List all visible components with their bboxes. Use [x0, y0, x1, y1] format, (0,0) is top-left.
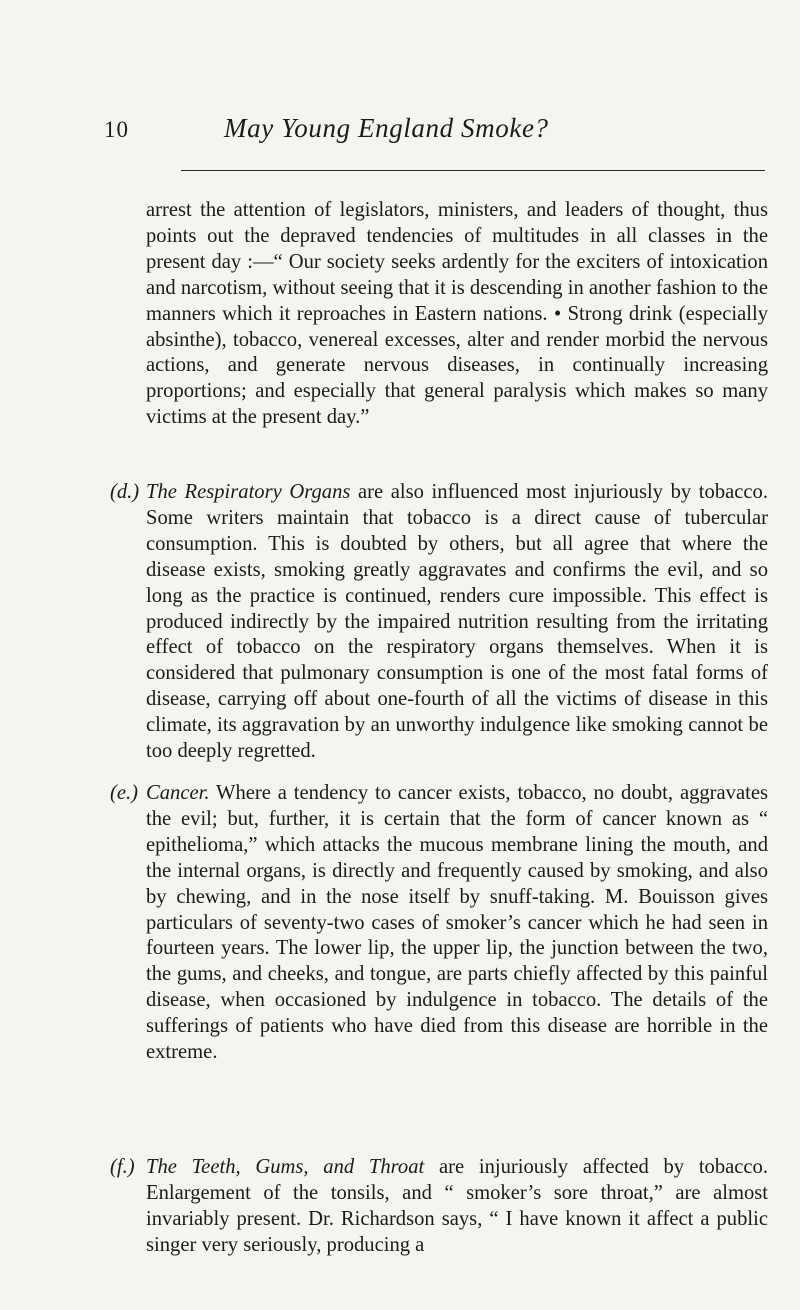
section-f-heading: The Teeth, Gums, and Throat: [146, 1156, 425, 1178]
section-d: [110, 480, 768, 765]
section-e-body: Where a tendency to cancer exists, tobacco, no doubt, aggravates the evil; but, further, it is certain that the form of cancer known as “ epithelioma,” which attacks the mucous membrane lining the mouth, and the internal organs, is directly and frequently caused by smoking, and also by chewing, and in the nose itself by snuff-taking. M. Bouisson gives particulars of seventy-two cases of smoker’s cancer which he had seen in fourteen years. The lower lip, the upper lip, the junction between the two, the gums, and cheeks, and tongue, are parts chiefly affected by this painful disease, when occasioned by indulgence in tobacco. The details of the sufferings of patients who have died from this disease are horrible in the extreme.: [146, 782, 768, 1064]
page-number: 10: [104, 117, 129, 142]
section-e: [110, 781, 768, 1066]
section-f: [110, 1155, 768, 1259]
header-rule: [181, 170, 765, 171]
continuation-text: arrest the attention of legislators, ministers, and leaders of thought, thus points out the depraved tendencies of multitudes in all classes in the present day :—“ Our society seeks ardently for the exciters of intoxication and narcotism, without seeing that it is descending in another fashion to the manners which it reproaches in Eastern nations. • Strong drink (especially absinthe), tobacco, venereal excesses, alter and render morbid the nervous actions, and generate nervous diseases, in continually increasing proportions; and especially that general paralysis which makes so many victims at the present day.”: [146, 199, 768, 429]
continuation-paragraph: [146, 198, 768, 431]
section-d-label: (d.): [110, 481, 140, 503]
section-e-label: (e.): [110, 782, 139, 804]
section-d-heading: The Respiratory Organs: [146, 481, 351, 503]
section-e-heading: Cancer.: [146, 782, 210, 804]
section-d-body: are also influenced most injuriously by tobacco. Some writers maintain that tobacco is a direct cause of tubercular consumption. This is doubted by others, but all agree that where the disease exists, smoking greatly aggravates and confirms the evil, and so long as the practice is continued, renders cure impossible. This effect is produced indirectly by the impaired nutrition resulting from the irritating effect of tobacco on the respiratory organs themselves. When it is considered that pulmonary consumption is one of the most fatal forms of disease, carrying off about one-fourth of all the victims of disease in this climate, its aggravation by an unworthy indulgence like smoking cannot be too deeply regretted.: [146, 481, 768, 763]
running-title: May Young England Smoke?: [224, 113, 549, 143]
section-f-label: (f.): [110, 1156, 135, 1178]
section-f-body: are injuriously affected by tobacco. Enlargement of the tonsils, and “ smoker’s sore throat,” are almost invariably present. Dr. Richardson says, “ I have known it affect a public singer very seriously, producing a: [146, 1156, 768, 1256]
